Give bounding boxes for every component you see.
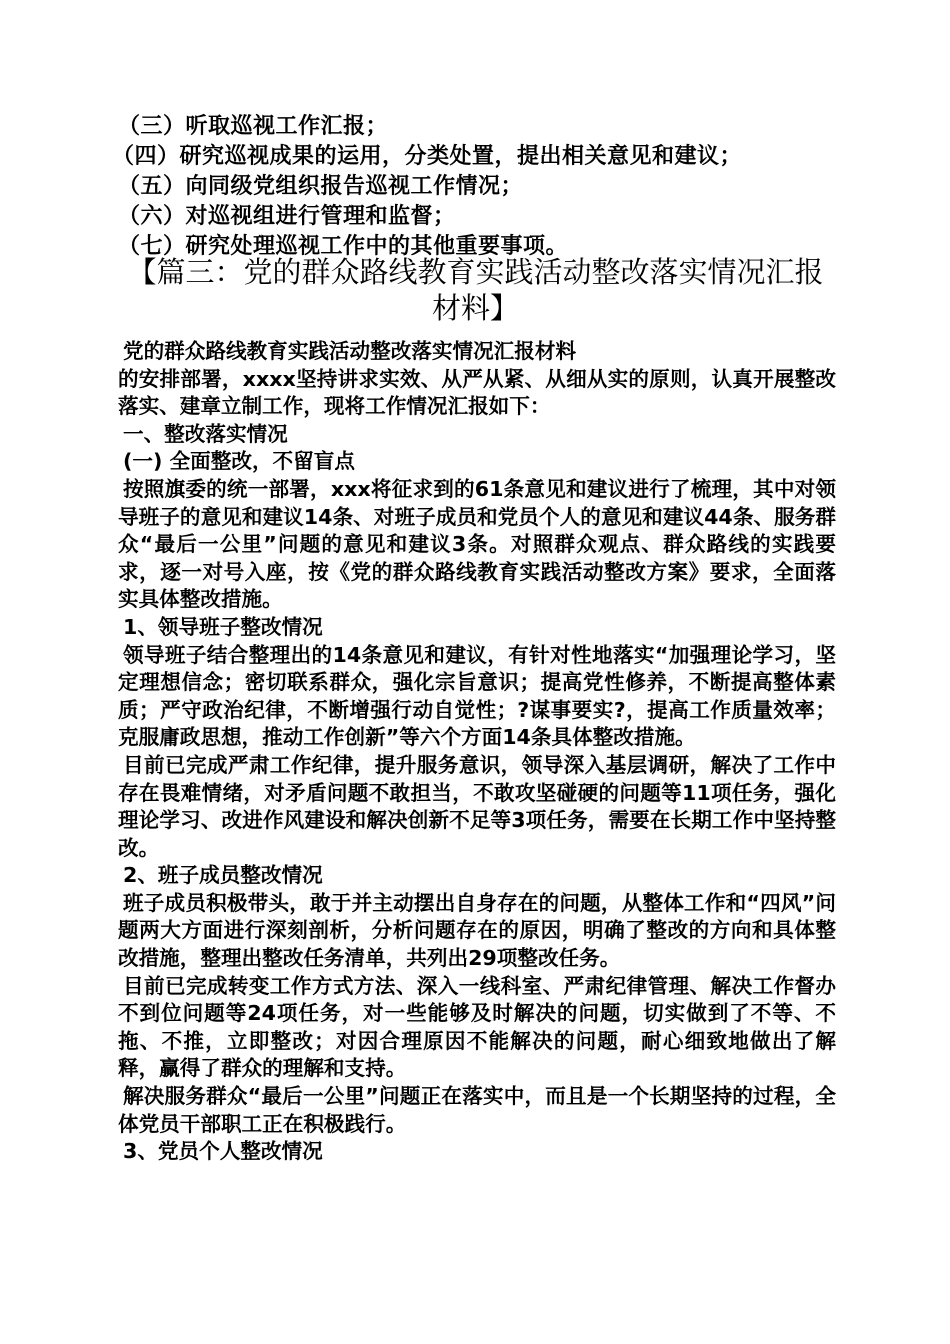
report-body — [118, 338, 836, 1166]
list-item: （六）对巡视组进行管理和监督； — [118, 204, 456, 229]
heading-level-2: (一) 全面整改，不留盲点 — [123, 449, 355, 474]
document-title: 党的群众路线教育实践活动整改落实情况汇报材料 — [123, 339, 577, 363]
heading-level-3: 1、领导班子整改情况 — [123, 614, 323, 639]
heading-level-1: 一、整改落实情况 — [123, 421, 288, 446]
heading-level-3: 3、党员个人整改情况 — [123, 1139, 323, 1164]
paragraph: 班子成员积极带头，敢于并主动摆出自身存在的问题，从整体工作和“四风”问题两大方面进行深刻剖析，分析问题存在的原因，明确了整改的方向和具体整改措施，整理出整改任务清单，共列出29项整改任务。 — [118, 890, 836, 971]
paragraph: 领导班子结合整理出的14条意见和建议，有针对性地落实“加强理论学习，坚定理想信念；密切联系群众，强化宗旨意识；提高党性修养，不断提高整体素质；严守政治纪律，不断增强行动自觉性；?谋事要实?，提高工作质量效率；克服庸政思想，推动工作创新”等六个方面14条具体整改措施。 — [118, 642, 836, 750]
list-item: （七）研究处理巡视工作中的其他重要事项。 — [118, 234, 569, 259]
section-title: 【篇三：党的群众路线教育实践活动整改落实情况汇报材料】 — [127, 255, 824, 325]
paragraph: 目前已完成严肃工作纪律，提升服务意识，领导深入基层调研，解决了工作中存在畏难情绪，对矛盾问题不敢担当，不敢攻坚碰硬的问题等11项任务，强化理论学习、改进作风建设和解决创新不足等3项任务，需要在长期工作中坚持整改。 — [118, 752, 836, 860]
heading-level-3: 2、班子成员整改情况 — [123, 863, 323, 888]
list-item: （三）听取巡视工作汇报； — [118, 114, 389, 139]
paragraph: 目前已完成转变工作方式方法、深入一线科室、严肃纪律管理、解决工作督办不到位问题等24项任务，对一些能够及时解决的问题，切实做到了不等、不拖、不推，立即整改；对因合理原因不能解决的问题，耐心细致地做出了解释，赢得了群众的理解和支持。 — [118, 973, 836, 1081]
paragraph: 解决服务群众“最后一公里”问题正在落实中，而且是一个长期坚持的过程，全体党员干部职工正在积极践行。 — [118, 1084, 836, 1136]
intro-paragraph: 的安排部署，xxxx坚持讲求实效、从严从紧、从细从实的原则，认真开展整改落实、建章立制工作，现将工作情况汇报如下： — [118, 366, 836, 419]
paragraph: 按照旗委的统一部署，xxx将征求到的61条意见和建议进行了梳理，其中对领导班子的意见和建议14条、对班子成员和党员个人的意见和建议44条、服务群众“最后一公里”问题的意见和建议3条。对照群众观点、群众路线的实践要求，逐一对号入座，按《党的群众路线教育实践活动整改方案》要求，全面落实具体整改措施。 — [118, 476, 836, 612]
list-item: （四）研究巡视成果的运用，分类处置，提出相关意见和建议； — [112, 144, 743, 169]
list-item: （五）向同级党组织报告巡视工作情况； — [118, 174, 524, 199]
duties-list — [112, 112, 858, 262]
